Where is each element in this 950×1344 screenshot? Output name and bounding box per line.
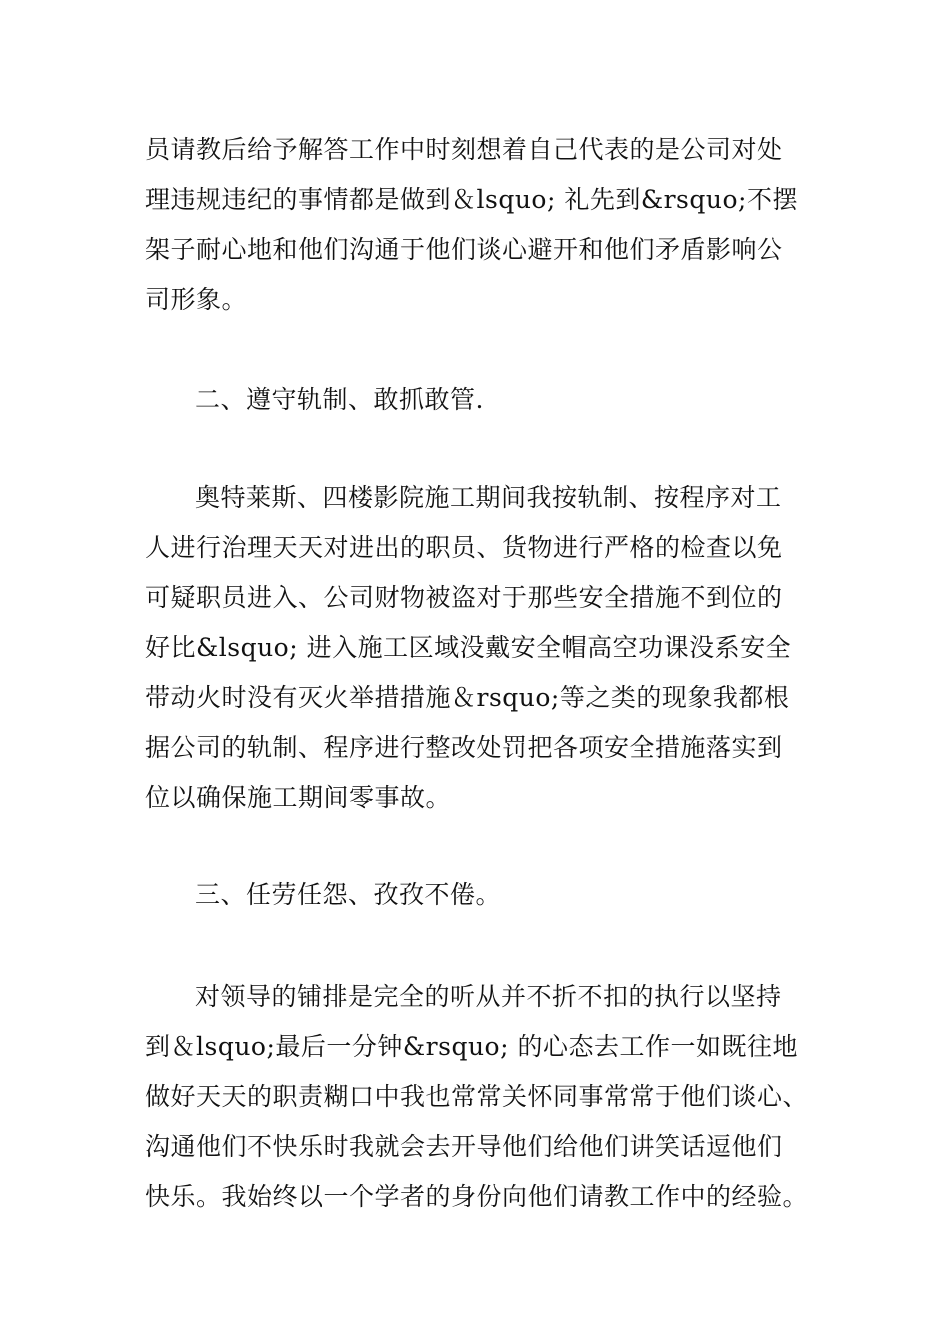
body-text-line: 员请教后给予解答工作中时刻想着自己代表的是公司对处 bbox=[145, 135, 783, 164]
body-text-line: 到＆lsquo;最后一分钟&rsquo; 的心态去工作一如既往地 bbox=[145, 1032, 798, 1061]
body-text-line: 司形象。 bbox=[145, 285, 248, 314]
section-heading: 二、遵守轨制、敢抓敢管. bbox=[195, 385, 484, 414]
body-text-line: 据公司的轨制、程序进行整改处罚把各项安全措施落实到 bbox=[145, 733, 783, 762]
body-text-line: 好比&lsquo; 进入施工区域没戴安全帽高空功课没系安全 bbox=[145, 633, 792, 662]
body-text-line: 做好天天的职责糊口中我也常常关怀同事常常于他们谈心、 bbox=[145, 1082, 809, 1111]
body-text-line: 奥特莱斯、四楼影院施工期间我按轨制、按程序对工 bbox=[195, 483, 782, 512]
body-text-line: 对领导的铺排是完全的听从并不折不扣的执行以坚持 bbox=[195, 982, 782, 1011]
body-text-line: 快乐。我始终以一个学者的身份向他们请教工作中的经验。 bbox=[145, 1182, 809, 1211]
body-text-line: 带动火时没有灭火举措措施＆rsquo;等之类的现象我都根 bbox=[145, 683, 790, 712]
body-text-line: 沟通他们不快乐时我就会去开导他们给他们讲笑话逗他们 bbox=[145, 1132, 783, 1161]
body-text-line: 架子耐心地和他们沟通于他们谈心避开和他们矛盾影响公 bbox=[145, 235, 783, 264]
body-text-line: 可疑职员进入、公司财物被盗对于那些安全措施不到位的 bbox=[145, 583, 783, 612]
body-text-line: 位以确保施工期间零事故。 bbox=[145, 783, 452, 812]
section-heading: 三、任劳任怨、孜孜不倦。 bbox=[195, 880, 502, 909]
body-text-line: 理违规违纪的事情都是做到＆lsquo; 礼先到&rsquo;不摆 bbox=[145, 185, 798, 214]
body-text-line: 人进行治理天天对进出的职员、货物进行严格的检查以免 bbox=[145, 533, 783, 562]
